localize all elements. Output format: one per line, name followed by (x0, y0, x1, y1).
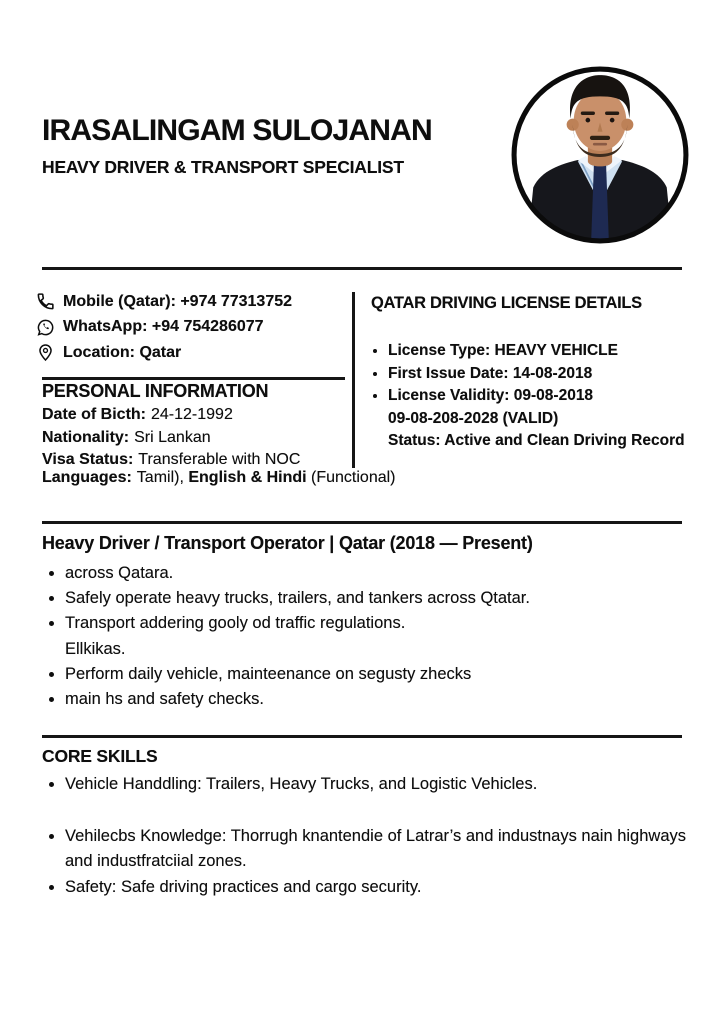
experience-bullet-list (42, 561, 700, 712)
personal-row-dob (42, 404, 300, 427)
skill-bullet: • Vehilecbs Knowledge: Thorrugh knantendie of Latrar’s and industnays nain highways and industfratciial zones. (65, 824, 704, 874)
license-bullet: • License Validity: 09-08-2018 (388, 385, 706, 408)
portrait-image (509, 64, 691, 246)
core-skills-section (42, 746, 704, 900)
row-label: Languages: (42, 469, 132, 486)
personal-info-rule (42, 377, 345, 380)
experience-heading: Heavy Driver / Transport Operator | Qatar (2018 — Present) (42, 533, 533, 553)
core-skills-bullet-list (42, 772, 704, 900)
person-name: IRASALINGAM SULOJANAN (42, 114, 432, 147)
contact-text: WhatsApp: +94 754286077 (63, 318, 264, 336)
license-continuation: 09-08-208-2028 (VALID) (388, 409, 559, 427)
contact-text: Location: Qatar (63, 343, 182, 361)
contact-list (36, 289, 292, 366)
row-label: Nationality: (42, 428, 130, 446)
license-section (371, 294, 706, 453)
contact-text: Mobile (Qatar): +974 77313752 (63, 292, 293, 310)
section-divider-skills (42, 735, 682, 738)
row-value: Transferable with NOC (138, 451, 301, 468)
personal-info-section (42, 381, 300, 472)
skill-bullet: • Vehicle Handdling: Trailers, Heavy Trucks, and Logistic Vehicles. (65, 772, 704, 797)
languages-pre: Tamil), (136, 469, 189, 486)
section-divider-experience (42, 521, 682, 524)
personal-info-heading: PERSONAL INFORMATION (42, 381, 269, 401)
experience-section (42, 533, 700, 712)
contact-row-whatsapp (36, 315, 292, 341)
languages-bold: English & Hindi (188, 469, 307, 486)
license-bullet: • License Type: HEAVY VEHICLE (388, 340, 706, 363)
skill-bullet: • Safety: Safe driving practices and cargo security. (65, 875, 704, 900)
location-icon (36, 343, 56, 363)
row-label: Visa Status: (42, 451, 134, 468)
contact-row-location (36, 340, 292, 366)
languages-post: (Functional) (306, 469, 396, 486)
column-divider (352, 292, 355, 468)
experience-bullet: • Safely operate heavy trucks, trailers, and tankers across Qtatar. (65, 586, 700, 611)
portrait-photo (509, 64, 691, 246)
license-heading: QATAR DRIVING LICENSE DETAILS (371, 294, 642, 312)
phone-icon (36, 292, 56, 312)
contact-row-mobile (36, 289, 292, 315)
experience-continuation: Ellkikas. (65, 639, 126, 658)
row-value: Sri Lankan (134, 428, 211, 446)
experience-bullet: • Perform daily vehicle, mainteenance on segusty zhecks (65, 662, 700, 687)
experience-bullet: • across Qatara. (65, 561, 700, 586)
license-bullet-list (371, 340, 706, 453)
experience-bullet: • Transport addering gooly od traffic regulations. (65, 611, 700, 636)
personal-row-nationality (42, 427, 300, 450)
header-divider (42, 267, 682, 270)
license-continuation: Status: Active and Clean Driving Record (388, 432, 685, 449)
core-skills-heading: CORE SKILLS (42, 746, 158, 766)
row-label: Date of Bicth: (42, 406, 146, 423)
license-bullet: • First Issue Date: 14-08-2018 (388, 363, 706, 386)
experience-bullet: • main hs and safety checks. (65, 687, 700, 712)
languages-row (42, 469, 396, 487)
whatsapp-icon (36, 317, 56, 337)
person-job-title: HEAVY DRIVER & TRANSPORT SPECIALIST (42, 157, 404, 177)
row-value: 24-12-1992 (151, 406, 233, 423)
